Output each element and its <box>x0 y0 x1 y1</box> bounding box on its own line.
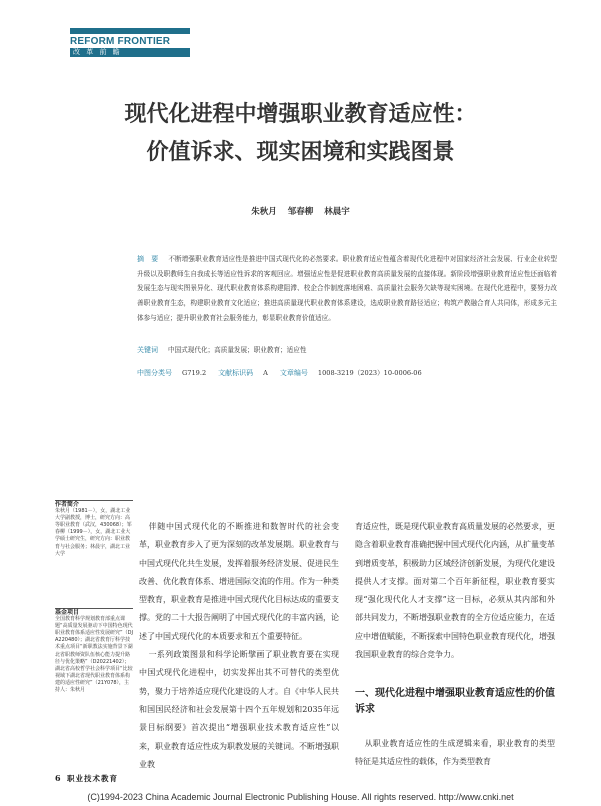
header-accent-bar <box>70 28 190 34</box>
author-bio-block <box>55 500 133 558</box>
body-column-left <box>139 518 339 774</box>
fund-text: 全国教育科学规划教育部重点课题“高质量发展驱动下中国特色现代职业教育体系适应性发展研究”（DJA220480）；湖北省教育厅科学技术重点项目“新职教法实施背景下湖北省职教师资队伍核心能力提升路径与优化策略”（D20221402）；湖北省高校哲学社会科学项目“比较视域下湖北省现代职业教育体系构建的适应性研究”（21Y078），主持人：朱秋月 <box>55 616 133 694</box>
article-title-line1: 现代化进程中增强职业教育适应性： <box>124 102 477 127</box>
journal-name: 职业技术教育 <box>67 774 118 783</box>
body-column-right-continued <box>355 735 555 772</box>
fund-block <box>55 608 133 694</box>
article-title-line2: 价值诉求、现实困境和实践图景 <box>146 140 455 165</box>
keywords <box>137 344 306 355</box>
column-name-en: REFORM FRONTIER <box>70 36 171 47</box>
body-paragraph: 育适应性，既是现代职业教育高质量发展的必然要求，更隐含着职业教育准确把握中国式现代化内涵，从扩量变革到增质变革，积极助力区域经济创新发展，为现代化建设提供人才支撑。面对第二个百年新征程，职业教育要实现“强化现代化人才支撑”这一目标，必须从其内部和外部共同发力，不断增强职业教育的全方位适应能力，在适应中增值赋能，不断探索中国特色职业教育现代化，增强我国职业教育的综合竞争力。 <box>355 522 555 660</box>
fund-heading: 基金项目 <box>55 609 80 616</box>
clc-label: 中图分类号 <box>137 369 172 377</box>
author-bio-text: 朱秋月（1981－），女，湖北工业大学副教授，博士，研究方向：高等职业教育（武汉，430068）；邹春柳（1999－），女，湖北工业大学硕士研究生，研究方向：职业教育与社会服务；林晨宇，湖北工业大学 <box>55 508 132 557</box>
keywords-label: 关键词 <box>137 346 158 354</box>
clc-value: G719.2 <box>182 369 207 377</box>
page-number: 6 <box>55 773 61 783</box>
body-paragraph: 一系列政策图景和科学论断擘画了职业教育要在实现中国式现代化进程中，切实发挥出其不可替代的类型优势，聚力于培养适应现代化建设的人才。自《中华人民共和国国民经济和社会发展第十四个五年规划和2035年远景目标纲要》首次提出“增强职业技术教育适应性”以来，职业教育适应性成为职教发展的关键词。不断增强职业教 <box>139 650 339 769</box>
doc-code-value: A <box>263 369 268 377</box>
article-number-label: 文章编号 <box>279 369 308 377</box>
author-list: 朱秋月 邹春柳 林晨宇 <box>251 207 350 217</box>
column-name-cn: 改 革 前 瞻 <box>73 48 122 56</box>
copyright-line: (C)1994-2023 China Academic Journal Electronic Publishing House. All rights reserved. http://www.cnki.net <box>87 792 514 802</box>
section-heading: 一、现代化进程中增强职业教育适应性的价值诉求 <box>355 688 555 715</box>
body-paragraph: 伴随中国式现代化的不断推进和数智时代的社会变革，职业教育步入了更为深刻的改革发展期。职业教育与中国式现代化共生发展，发挥着服务经济发展、促进民生改善、优化教育体系、增进国际交流的作用。作为一种类型教育，职业教育是推进中国式现代化目标达成的重要支撑。党的二十大报告阐明了中国式现代化的丰富内涵，论述了中国式现代化的本质要求和五个重要特征。 <box>139 522 339 641</box>
doc-code-label: 文献标识码 <box>218 369 254 377</box>
keywords-text: 中国式现代化；高质量发展；职业教育；适应性 <box>168 346 307 354</box>
abstract <box>137 252 557 326</box>
abstract-label: 摘 要 <box>137 255 159 263</box>
abstract-text: 不断增强职业教育适应性是推进中国式现代化的必然要求。职业教育适应性蕴含着现代化进程中对国家经济社会发展、行业企业转型升级以及职教师生自我成长等适应性诉求的客观回应。增强适应性是促进职业教育高质量发展的直接体现。新阶段增强职业教育适应性还面临着发展生态与现实图景异化、现代职业教育体系构建阻滞、校企合作制度落地困难、高质量社会服务欠缺等现实困境。在现代化进程中，要努力改善职业教育生态，构建职业教育文化适应；推进高质量现代职业教育体系建设，选成职业教育路径适应；构筑产教融合育人共同体，形成多元主体参与适应；提升职业教育社会服务能力，彰显职业教育价值适应。 <box>137 255 557 322</box>
author-bio-heading: 作者简介 <box>55 501 80 508</box>
article-number-value: 1008-3219（2023）10-0006-06 <box>317 369 422 377</box>
classification-line <box>137 367 422 378</box>
body-paragraph: 从职业教育适应性的生成逻辑来看，职业教育的类型特征是其适应性的载体，作为类型教育 <box>355 739 555 767</box>
body-column-right <box>355 518 555 664</box>
